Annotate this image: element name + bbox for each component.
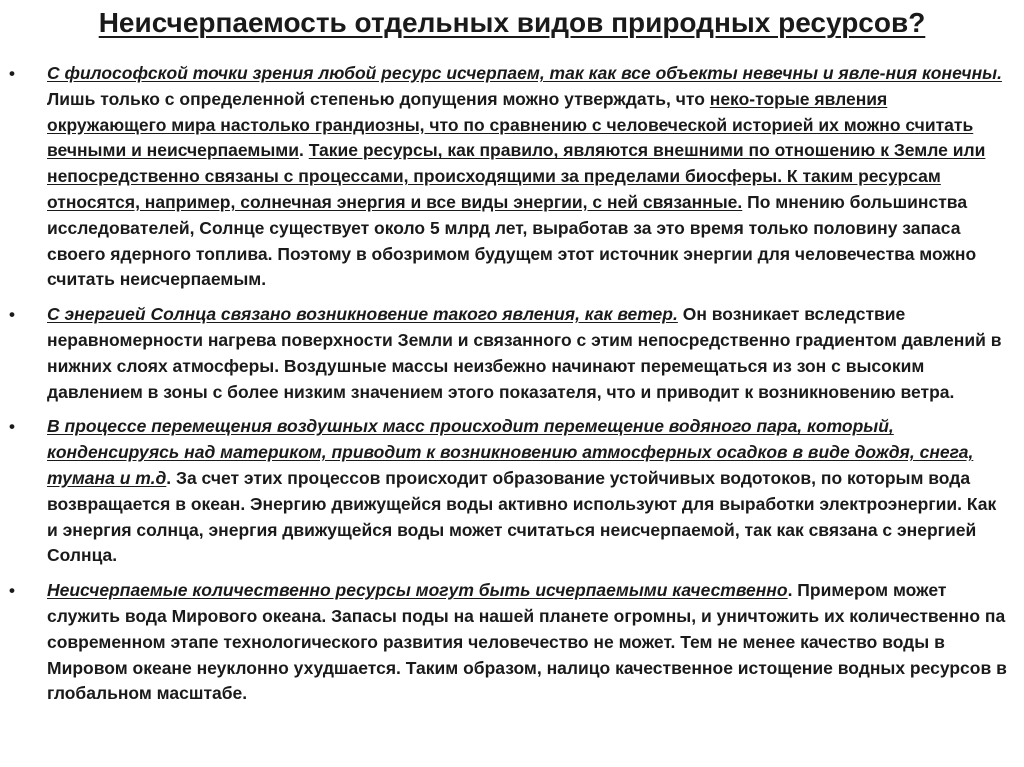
list-item — [0, 61, 1024, 293]
item-text: . Примером может служить вода Мирового океана. Запасы поды на нашей планете огромны, и уничтожить их количественно па современном этапе технологического развития человечество не может. Тем не менее качество воды в Мировом океане неуклонно ухудшается. Таким образом, налицо качественное истощение водных ресурсов в глобальном масштабе. — [47, 580, 1007, 704]
item-text: . За счет этих процессов происходит образование устойчивых водотоков, по которым вода возвращается в океан. Энергию движущейся воды активно используют для выработки электроэнергии. Как и энергия солнца, энергия движущейся воды может считаться неисчерпаемой, так как связана с энергией Солнца. — [47, 467, 997, 566]
item-lead: С философской точки зрения любой ресурс исчерпаем, так как все объекты невечны и явле-ния конечны. — [47, 63, 1002, 83]
item-lead: Неисчерпаемые количественно ресурсы могут быть исчерпаемыми качественно — [47, 580, 788, 601]
item-lead: В процессе перемещения воздушных масс происходит перемещение водяного пара, который, конденсируясь над материком, приводит к возникновению атмосферных осадков в виде дождя, снега, тумана и т.д — [47, 416, 974, 488]
item-text: Он возникает вследствие неравномерности нагрева поверхности Земли и связанного с этим непосредственно градиентом давлений в нижних слоях атмосферы. Воздушные массы неизбежно начинают перемещаться из зон с высоким давлением в зоны с более низким значением этого показателя, что и приводит к возникновению ветра. — [47, 304, 1002, 402]
item-underlined-text: Такие ресурсы, как правило, являются внешними по отношению к Земле или непосредственно связаны с процессами, происходящими за пределами биосферы. К таким ресурсам относятся, например, солнечная энергия и все виды энергии, с ней связанные. — [47, 140, 986, 212]
list-item — [0, 414, 1024, 569]
bullet-icon: • — [9, 581, 15, 601]
slide-title: Неисчерпаемость отдельных видов природных ресурсов? — [98, 7, 926, 38]
item-text: . — [299, 140, 309, 161]
item-lead: С энергией Солнца связано возникновение такого явления, как ветер. — [47, 304, 678, 325]
item-text: Лишь только с определенной степенью допущения можно утверждать, что — [47, 88, 710, 109]
list-item — [0, 302, 1024, 405]
bullet-icon: • — [9, 417, 15, 437]
list-item — [0, 578, 1024, 707]
bullet-icon: • — [9, 64, 15, 83]
item-text: По мнению большинства исследователей, Солнце существует около 5 млрд лет, выработав за это время только половину запаса своего ядерного топлива. Поэтому в обозримом будущем этот источник энергии для человечества можно считать неисчерпаемым. — [47, 191, 977, 290]
bullet-list — [0, 61, 1024, 716]
item-underlined-text: неко-торые явления окружающего мира настолько грандиозны, что по сравнению с человеческой историей их можно считать вечными и неисчерпаемыми — [47, 88, 974, 161]
bullet-icon: • — [9, 305, 15, 325]
